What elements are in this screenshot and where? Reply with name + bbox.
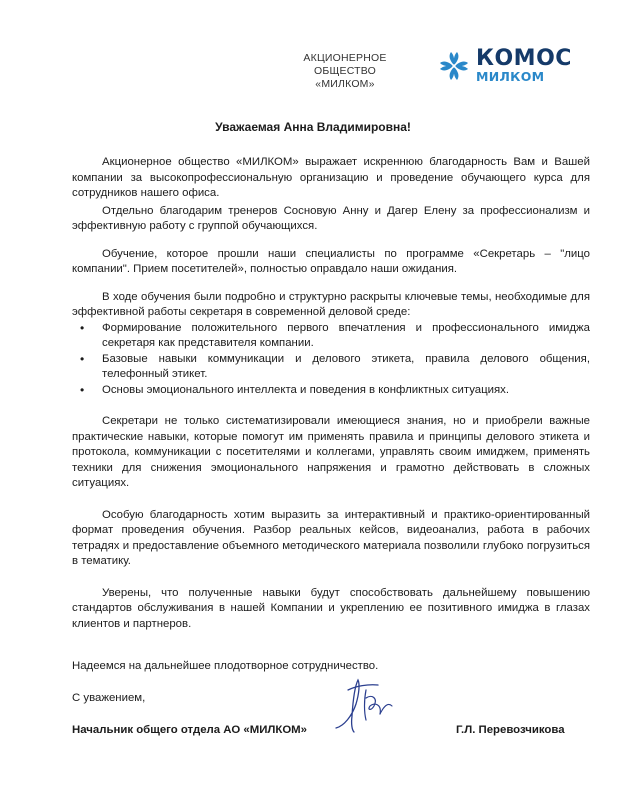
paragraph-1: Акционерное общество «МИЛКОМ» выражает искреннюю благодарность Вам и Вашей компании за высокопрофессиональную организацию и проведение обучающего курса для сотрудников нашего офиса.: [72, 156, 590, 199]
list-item: • Основы эмоционального интеллекта и поведения в конфликтных ситуациях.: [102, 383, 590, 399]
list-item: • Формирование положительного первого впечатления и профессионального имиджа секретаря как представителя компании.: [102, 321, 590, 352]
company-line-2: ОБЩЕСТВО: [314, 65, 376, 77]
regards: С уважением,: [72, 692, 146, 704]
closing-wish: Надеемся на дальнейшее плодотворное сотрудничество.: [72, 660, 379, 672]
company-logo: [436, 48, 572, 84]
paragraph-2: Отдельно благодарим тренеров Сосновую Анну и Дагер Елену за профессионализм и эффективную работу с группой обучающихся.: [72, 204, 590, 232]
company-line-3: «МИЛКОМ»: [315, 78, 375, 90]
paragraph-6: Особую благодарность хотим выразить за интерактивный и практико-ориентированный формат проведения обучения. Разбор реальных кейсов, видеоанализ, работа в рабочих тетрадях и предоставление объемного методического материала позволили глубоко погрузиться в тематику.: [72, 508, 590, 567]
signature-image: [330, 676, 410, 736]
company-line-1: АКЦИОНЕРНОЕ: [303, 52, 387, 64]
paragraph-4: В ходе обучения были подробно и структурно раскрыты ключевые темы, необходимые для эффективной работы секретаря в современной деловой среде:: [72, 290, 590, 318]
letter-body: [72, 155, 590, 632]
paragraph-3: Обучение, которое прошли наши специалисты по программе «Секретарь – "лицо компании". Прием посетителей», полностью оправдало наши ожидания.: [72, 247, 590, 275]
paragraph-5: Секретари не только систематизировали имеющиеся знания, но и приобрели важные практические навыки, которые помогут им применять правила и принципы делового этикета и протокола, коммуникации с посетителями и коллегами, управлять своим имиджем, применять техники для снижения эмоционального напряжения и грамотно действовать в сложных ситуациях.: [72, 415, 590, 489]
logo-title: КОМОС: [476, 46, 572, 72]
flower-logo-icon: [436, 48, 472, 84]
topics-list: [72, 321, 590, 399]
signer-name: Г.Л. Перевозчикова: [456, 724, 565, 736]
list-item: • Базовые навыки коммуникации и делового этикета, правила делового общения, телефонный этикет.: [102, 352, 590, 383]
company-name-block: [290, 52, 400, 91]
logo-subtitle: МИЛКОМ: [476, 69, 545, 85]
salutation: Уважаемая Анна Владимировна!: [215, 120, 411, 134]
paragraph-7: Уверены, что полученные навыки будут способствовать дальнейшему повышению стандартов обслуживания в нашей Компании и укреплению ее позитивного имиджа в глазах клиентов и партнеров.: [72, 586, 590, 630]
signer-title: Начальник общего отдела АО «МИЛКОМ»: [72, 724, 308, 736]
